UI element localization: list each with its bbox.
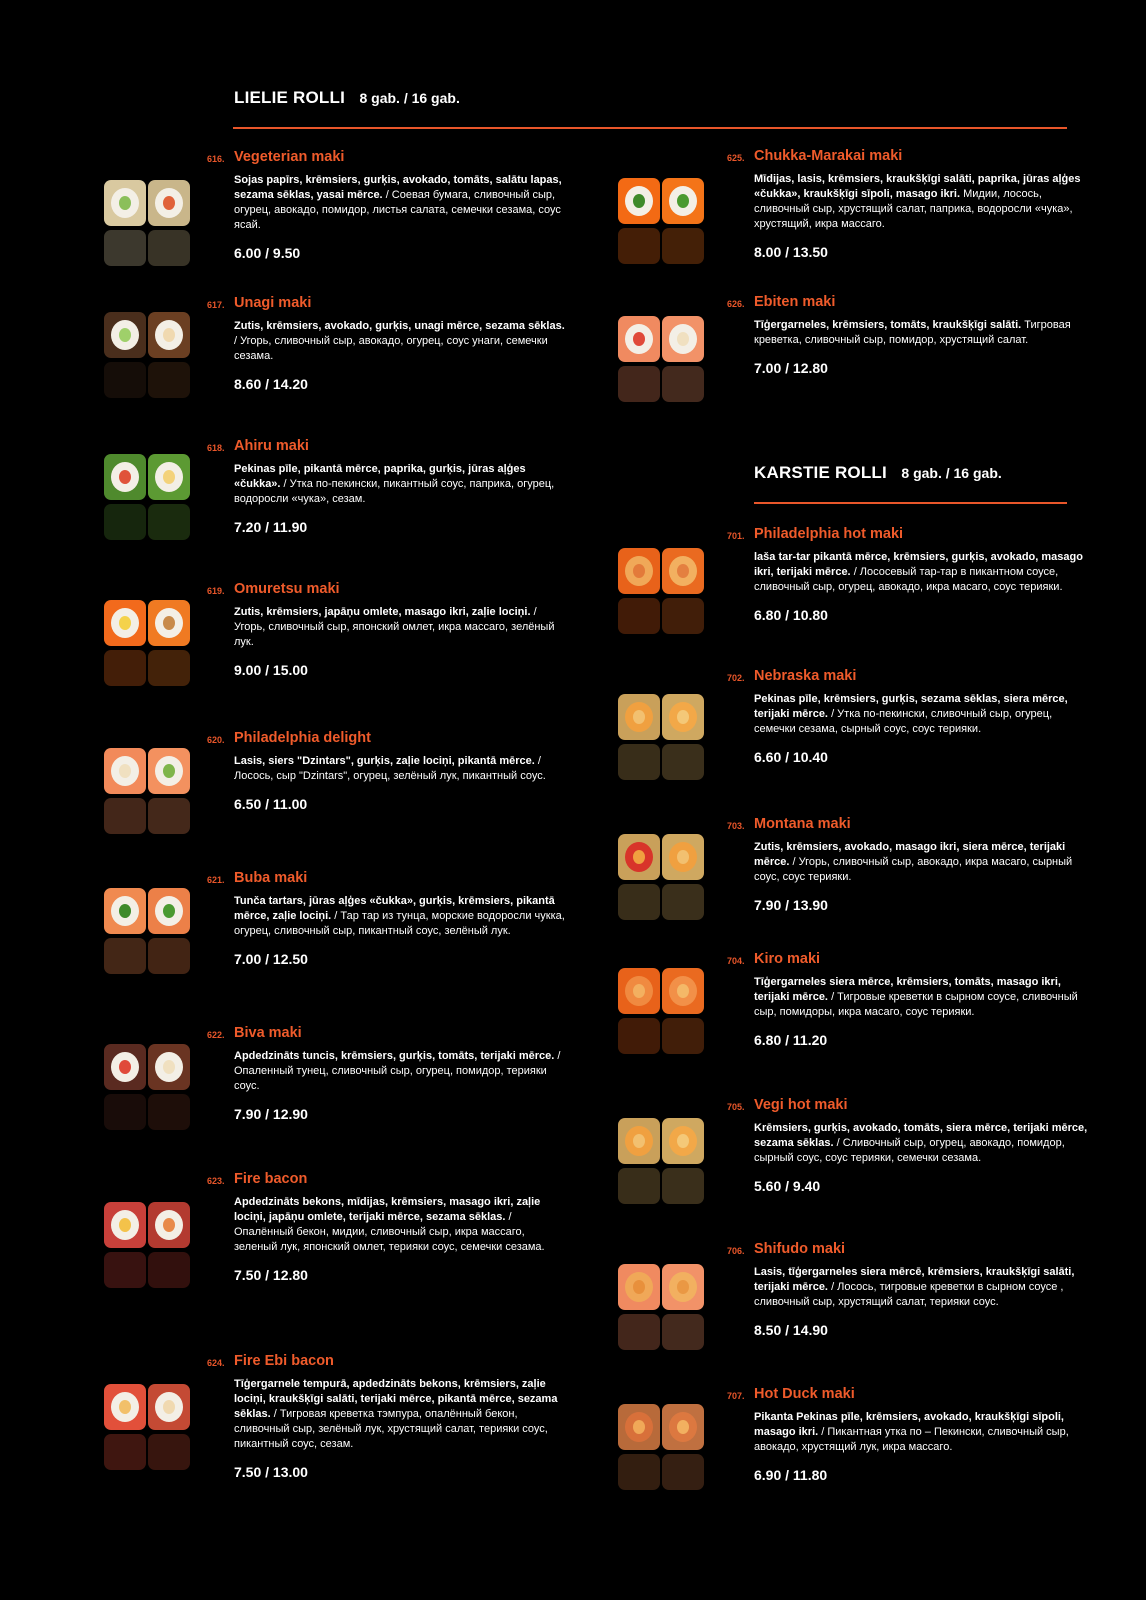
- menu-item-624: [207, 1352, 574, 1480]
- item-name: Philadelphia delight: [234, 730, 371, 746]
- item-name: Buba maki: [234, 870, 308, 886]
- item-price: 6.60 / 10.40: [754, 749, 828, 765]
- roll-photo-625: [614, 160, 710, 270]
- item-name: Ahiru maki: [234, 438, 309, 454]
- item-number: 618.: [207, 443, 225, 453]
- item-price: 6.50 / 11.00: [234, 796, 308, 812]
- item-price: 6.00 / 9.50: [234, 245, 301, 261]
- item-name: Montana maki: [754, 816, 851, 832]
- item-number: 705.: [727, 1102, 745, 1112]
- item-name: Fire Ebi bacon: [234, 1353, 334, 1369]
- item-number: 620.: [207, 735, 225, 745]
- item-price: 7.50 / 13.00: [234, 1464, 308, 1480]
- item-number: 619.: [207, 586, 225, 596]
- menu-item-701: [727, 525, 1094, 623]
- menu-item-619: [207, 580, 574, 678]
- item-description: Zutis, krēmsiers, avokado, gurķis, unagi mērce, sezama sēklas. / Угорь, сливочный сыр, авокадо, огурец, соус унаги, семечки сезама.: [234, 320, 565, 362]
- item-price: 5.60 / 9.40: [754, 1178, 821, 1194]
- menu-item-704: [727, 950, 1094, 1048]
- menu-item-621: [207, 869, 574, 967]
- item-description: Pikanta Pekinas pīle, krēmsiers, avokado, kraukšķīgi sīpoli, masago ikri. / Пикантная утка по – Пекински, сливочный сыр, авокадо, хрустящий лук, икра массаго.: [754, 1411, 1069, 1453]
- roll-photo-701: [614, 530, 710, 640]
- menu-item-702: [727, 667, 1094, 765]
- item-name: Vegeterian maki: [234, 149, 345, 165]
- item-number: 702.: [727, 673, 745, 683]
- item-description: Lasis, tīģergarneles siera mērcē, krēmsiers, kraukšķīgi salāti, terijaki mērce. / Лосось, тигровые креветки в сырном соусе , сливочный сыр, хрустящий салат, терияки соус.: [754, 1266, 1075, 1308]
- item-price: 7.90 / 13.90: [754, 897, 828, 913]
- item-price: 7.50 / 12.80: [234, 1267, 308, 1283]
- item-number: 622.: [207, 1030, 225, 1040]
- roll-photo-626: [614, 298, 710, 408]
- item-price: 6.80 / 11.20: [754, 1032, 828, 1048]
- item-name: Hot Duck maki: [754, 1386, 855, 1402]
- roll-photo-703: [614, 816, 710, 926]
- roll-photo-707: [614, 1386, 710, 1496]
- item-name: Kiro maki: [754, 951, 821, 967]
- section-lielie-rolli: [234, 88, 460, 108]
- roll-photo-706: [614, 1246, 710, 1356]
- item-number: 617.: [207, 300, 225, 310]
- item-description: Krēmsiers, gurķis, avokado, tomāts, siera mērce, terijaki mērce, sezama sēklas. / Сливочный сыр, огурец, авокадо, помидор, сырный соус, соус терияки, семечки сезама.: [754, 1122, 1088, 1164]
- item-number: 704.: [727, 956, 745, 966]
- menu-item-617: [207, 294, 574, 392]
- item-price: 7.00 / 12.50: [234, 951, 308, 967]
- menu-item-705: [727, 1096, 1094, 1194]
- item-price: 6.80 / 10.80: [754, 607, 828, 623]
- item-number: 621.: [207, 875, 225, 885]
- menu-item-622: [207, 1024, 574, 1122]
- item-price: 8.00 / 13.50: [754, 244, 828, 260]
- roll-photo-618: [100, 436, 196, 546]
- roll-photo-616: [100, 162, 196, 272]
- item-name: Unagi maki: [234, 295, 312, 311]
- menu-item-707: [727, 1385, 1094, 1483]
- item-name: Philadelphia hot maki: [754, 526, 904, 542]
- section-quantity: 8 gab. / 16 gab.: [359, 90, 460, 106]
- item-name: Omuretsu maki: [234, 581, 340, 597]
- item-price: 9.00 / 15.00: [234, 662, 308, 678]
- item-description: Apdedzināts tuncis, krēmsiers, gurķis, tomāts, terijaki mērce. / Опаленный тунец, сливочный сыр, огурец, помидор, терияки соус.: [234, 1050, 561, 1092]
- item-description: Tīģergarnele tempurā, apdedzināts bekons, krēmsiers, zaļie lociņi, kraukšķīgi salāti, terijaki mērce, pikantā mērce, sezama sēklas. / Тигровая креветка тэмпура, опалённый бекон, сливочный сыр, зелёный лук, хрустящий салат, терияки соус, пикантный соус, сезам.: [234, 1378, 558, 1450]
- item-description: laša tar-tar pikantā mērce, krēmsiers, gurķis, avokado, masago ikri, terijaki mērce. / Лососевый тар-тар в пикантном соусе, сливочный сыр, огурец, авокадо, икра масаго, соус терияки.: [754, 551, 1083, 593]
- item-number: 623.: [207, 1176, 225, 1186]
- item-description: Sojas papīrs, krēmsiers, gurķis, avokado, tomāts, salātu lapas, sezama sēklas, yasai mērce. / Соевая бумага, сливочный сыр, огурец, авокадо, помидор, листья салата, семечки сезама, соус ясай.: [234, 174, 562, 231]
- roll-photo-702: [614, 676, 710, 786]
- item-description: Apdedzināts bekons, mīdijas, krēmsiers, masago ikri, zaļie lociņi, japāņu omlete, terijaki mērce, sezama sēklas. / Опалённый бекон, мидии, сливочный сыр, икра массаго, зеленый лук, японский омлет, терияки соус, семечки сезама.: [234, 1196, 545, 1253]
- section-karstie-rolli: [754, 463, 1002, 483]
- item-number: 703.: [727, 821, 745, 831]
- roll-photo-705: [614, 1100, 710, 1210]
- item-name: Chukka-Marakai maki: [754, 148, 903, 164]
- item-number: 624.: [207, 1358, 225, 1368]
- item-description: Tīģergarneles, krēmsiers, tomāts, kraukšķīgi salāti. Тигровая креветка, сливочный сыр, помидор, хрустящий салат.: [754, 319, 1071, 346]
- item-number: 701.: [727, 531, 745, 541]
- menu-item-616: [207, 148, 574, 261]
- item-description: Lasis, siers "Dzintars", gurķis, zaļie lociņi, pikantā mērce. / Лосось, сыр "Dzintars", огурец, зелёный лук, пикантный соус.: [234, 755, 546, 782]
- item-name: Nebraska maki: [754, 668, 857, 684]
- section-title: LIELIE ROLLI: [234, 88, 346, 107]
- roll-photo-619: [100, 582, 196, 692]
- roll-photo-617: [100, 294, 196, 404]
- item-name: Vegi hot maki: [754, 1097, 848, 1113]
- item-price: 8.60 / 14.20: [234, 376, 308, 392]
- menu-item-706: [727, 1240, 1094, 1338]
- item-name: Fire bacon: [234, 1171, 308, 1187]
- item-price: 6.90 / 11.80: [754, 1467, 828, 1483]
- roll-photo-624: [100, 1366, 196, 1476]
- item-description: Pekinas pīle, pikantā mērce, paprika, gurķis, jūras aļģes «čukka». / Утка по-пекински, пикантный соус, паприка, огурец, водоросли «чука», сезам.: [234, 463, 555, 505]
- section-quantity: 8 gab. / 16 gab.: [901, 465, 1002, 481]
- menu-item-703: [727, 815, 1094, 913]
- item-name: Biva maki: [234, 1025, 302, 1041]
- item-number: 616.: [207, 154, 225, 164]
- item-number: 707.: [727, 1391, 745, 1401]
- menu-item-618: [207, 437, 574, 535]
- roll-photo-623: [100, 1184, 196, 1294]
- item-description: Tunča tartars, jūras aļģes «čukka», gurķis, krēmsiers, pikantā mērce, zaļie lociņi. / Тар тар из тунца, морские водоросли чукка, огурец, сливочный сыр, пикантный соус, зелёный лук.: [234, 895, 565, 937]
- menu-item-620: [207, 729, 574, 812]
- item-name: Shifudo maki: [754, 1241, 846, 1257]
- item-price: 7.00 / 12.80: [754, 360, 828, 376]
- roll-photo-620: [100, 730, 196, 840]
- roll-photo-704: [614, 950, 710, 1060]
- item-description: Zutis, krēmsiers, avokado, masago ikri, siera mērce, terijaki mērce. / Угорь, сливочный сыр, авокадо, икра масаго, сырный соус, соус терияки.: [754, 841, 1073, 883]
- item-number: 706.: [727, 1246, 745, 1256]
- item-description: Zutis, krēmsiers, japāņu omlete, masago ikri, zaļie lociņi. / Угорь, сливочный сыр, японский омлет, икра массаго, зелёный лук.: [234, 606, 555, 648]
- item-name: Ebiten maki: [754, 294, 836, 310]
- menu-item-625: [727, 147, 1094, 260]
- item-price: 7.90 / 12.90: [234, 1106, 308, 1122]
- item-number: 626.: [727, 299, 745, 309]
- item-description: Pekinas pīle, krēmsiers, gurķis, sezama sēklas, siera mērce, terijaki mērce. / Утка по-пекински, сливочный сыр, огурец, семечки сезама, сырный соус, соус терияки.: [754, 693, 1068, 735]
- menu-item-623: [207, 1170, 574, 1283]
- menu-item-626: [727, 293, 1094, 376]
- roll-photo-622: [100, 1026, 196, 1136]
- item-number: 625.: [727, 153, 745, 163]
- item-description: Tīģergarneles siera mērce, krēmsiers, tomāts, masago ikri, terijaki mērce. / Тигровые креветки в сырном соусе, сливочный сыр, помидоры, икра масаго, соус терияки.: [754, 976, 1078, 1018]
- item-description: Mīdijas, lasis, krēmsiers, kraukšķīgi salāti, paprika, jūras aļģes «čukka», kraukšķīgi sīpoli, masago ikri. Мидии, лосось, сливочный сыр, хрустящий салат, паприка, водоросли «чука», хрустящий, икра массаго.: [754, 173, 1081, 230]
- item-price: 7.20 / 11.90: [234, 519, 308, 535]
- section-title: KARSTIE ROLLI: [754, 463, 887, 482]
- item-price: 8.50 / 14.90: [754, 1322, 828, 1338]
- roll-photo-621: [100, 870, 196, 980]
